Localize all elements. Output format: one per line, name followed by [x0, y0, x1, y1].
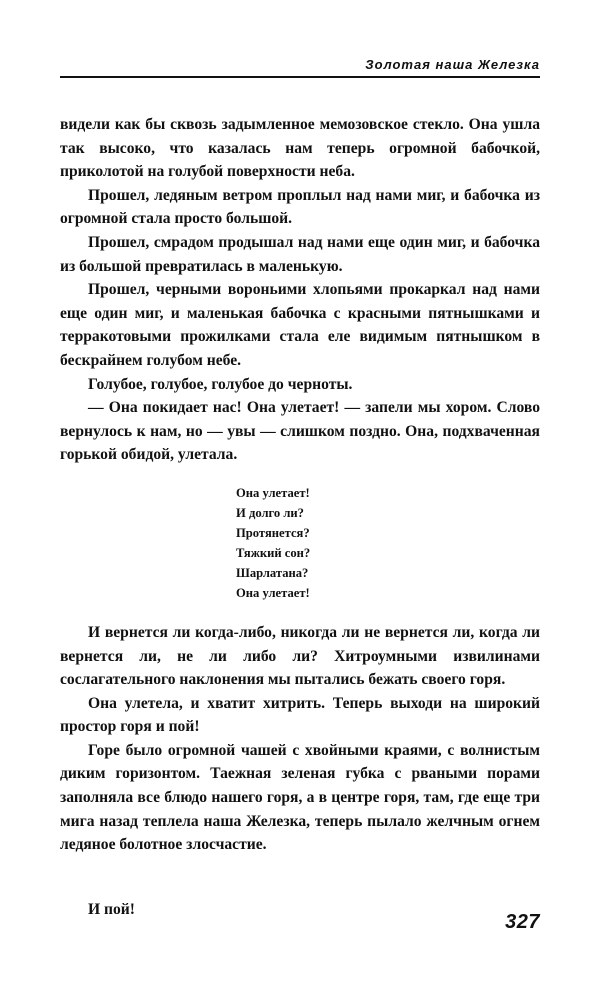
paragraph: Она улетела, и хватит хитрить. Теперь выходи на широкий простор горя и пой! — [60, 694, 540, 736]
page-number: 327 — [505, 911, 540, 933]
poem-line: Шарлатана? — [236, 565, 309, 580]
paragraph: Прошел, смрадом продышал над нами еще один миг, и бабочка из большой превратилась в маленькую. — [60, 233, 540, 275]
poem-stanza — [236, 483, 540, 603]
poem-line: Протянется? — [236, 525, 310, 540]
paragraph: Прошел, черными вороньими хлопьями прокаркал над нами еще один миг, и маленькая бабочка с красными пятнышками и терракотовыми прожилками стала еле видимым пятнышком в бескрайнем голубом небе. — [60, 281, 540, 369]
paragraph-continuation: видели как бы сквозь задымленное мемозовское стекло. Она ушла так высоко, что казалась нам теперь огромной бабочкой, приколотой на голубой поверхности неба. — [60, 116, 540, 181]
paragraph: Голубое, голубое, голубое до черноты. — [88, 375, 353, 393]
paragraph: Горе было огромной чашей с хвойными краями, с волнистым диким горизонтом. Таежная зеленая губка с рваными порами заполняла все блюдо нашего горя, а в центре горя, там, где еще три мига назад теплела наша Железка, теперь пылало желчным огнем ледяное болотное злосчастие. — [60, 741, 540, 854]
paragraph-dialogue: — Она покидает нас! Она улетает! — запели мы хором. Слово вернулось к нам, но — увы — слишком поздно. Она, подхваченная горькой обидой, улетала. — [60, 399, 540, 464]
poem-line: Тяжкий сон? — [236, 545, 311, 560]
closing-line: И пой! — [88, 900, 135, 918]
page-body — [60, 113, 540, 921]
paragraph: Прошел, ледяным ветром проплыл над нами миг, и бабочка из огромной стала просто большой. — [60, 186, 540, 228]
paragraph: И вернется ли когда-либо, никогда ли не вернется ли, когда ли вернется ли, не ли либо ли? Хитроумными извилинами сослагательного наклонения мы пытались бежать своего горя. — [60, 623, 540, 689]
poem-line: Она улетает! — [236, 585, 310, 600]
poem-line: И долго ли? — [236, 505, 304, 520]
poem-line: Она улетает! — [236, 485, 310, 500]
running-title: Золотая наша Железка — [365, 57, 540, 72]
running-header — [60, 50, 540, 78]
